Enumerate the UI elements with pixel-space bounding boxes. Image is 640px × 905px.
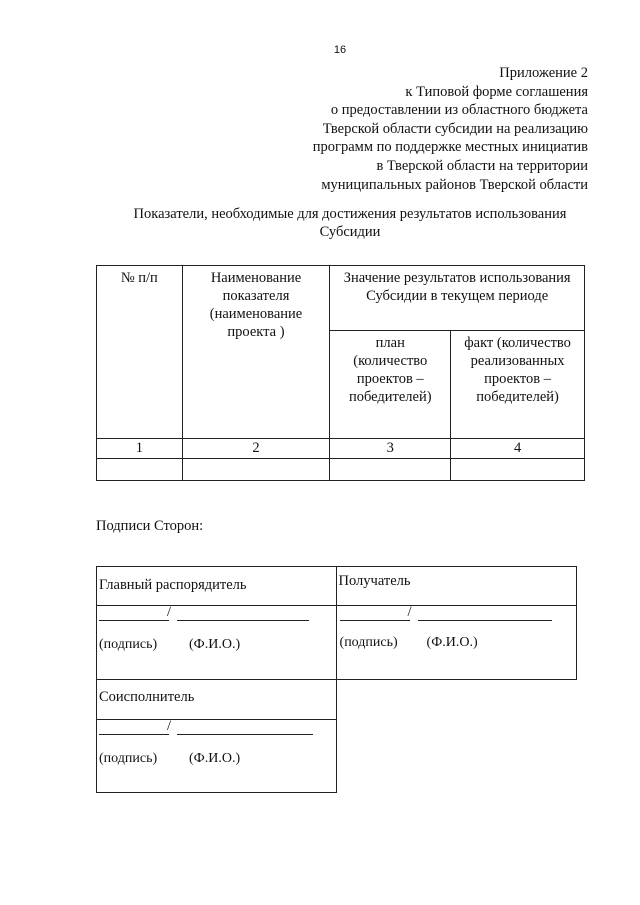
header-text: проектов – <box>356 371 424 387</box>
sign-block <box>337 606 576 679</box>
page-number: 16 <box>333 44 347 56</box>
appendix-line: в Тверской области на территории <box>376 157 588 174</box>
signature-line[interactable] <box>99 620 169 621</box>
indicators-table <box>96 265 585 481</box>
header-cell-number <box>97 266 183 439</box>
header-text: (количество <box>353 353 428 369</box>
appendix-line: Приложение 2 <box>499 65 588 81</box>
slash: / <box>167 604 172 620</box>
header-text: факт (количество <box>464 335 571 351</box>
header-text: проектов – <box>484 371 551 387</box>
slash: / <box>167 718 172 734</box>
fio-line[interactable] <box>177 734 313 735</box>
signatures-label: Подписи Сторон: <box>96 518 204 534</box>
header-cell-plan <box>330 331 451 439</box>
signature-caption: (подпись) <box>339 635 398 650</box>
co-executor-cell <box>97 680 337 720</box>
party-main-manager: Главный распорядитель <box>99 577 247 593</box>
signature-caption: (подпись) <box>99 751 158 766</box>
slash: / <box>407 604 412 620</box>
signatures-table <box>96 566 577 793</box>
recipient-sign-cell <box>336 606 576 680</box>
fio-caption: (Ф.И.О.) <box>189 751 241 766</box>
header-cell-fact <box>451 331 585 439</box>
appendix-line: программ по поддержке местных инициатив <box>312 139 588 156</box>
signature-line[interactable] <box>99 734 169 735</box>
table-row <box>97 459 585 481</box>
header-text: Значение результатов использования <box>343 270 571 286</box>
appendix-line: о предоставлении из областного бюджета <box>330 102 588 119</box>
fio-caption: (Ф.И.О.) <box>189 637 241 652</box>
fio-line[interactable] <box>177 620 309 621</box>
sign-block <box>97 606 336 679</box>
signature-caption: (подпись) <box>99 637 158 652</box>
header-text: Наименование <box>210 270 302 286</box>
sign-block <box>97 720 336 792</box>
empty-cell <box>336 680 576 720</box>
column-number-cell: 1 <box>97 439 183 459</box>
empty-cell <box>182 459 330 481</box>
signature-line[interactable] <box>340 620 410 621</box>
page-title <box>40 205 640 241</box>
appendix-header <box>188 64 588 194</box>
fio-line[interactable] <box>418 620 552 621</box>
header-cell-result-value <box>330 266 585 331</box>
header-text: Субсидии в текущем периоде <box>366 288 549 304</box>
empty-cell <box>336 720 576 793</box>
column-number-cell: 2 <box>182 439 330 459</box>
main-manager-sign-cell <box>97 606 337 680</box>
header-text: показателя <box>222 288 290 304</box>
title-line: Субсидии <box>319 224 381 240</box>
main-manager-cell <box>97 567 337 606</box>
recipient-cell <box>336 567 576 606</box>
appendix-line: муниципальных районов Тверской области <box>321 176 588 193</box>
header-text: (наименование <box>209 306 303 322</box>
header-text: № п/п <box>120 270 158 286</box>
co-executor-sign-cell <box>97 720 337 793</box>
party-recipient: Получатель <box>338 573 411 589</box>
appendix-line: Тверской области субсидии на реализацию <box>322 120 588 137</box>
title-line: Показатели, необходимые для достижения результатов использования <box>133 206 567 222</box>
empty-cell <box>330 459 451 481</box>
appendix-line: к Типовой форме соглашения <box>405 83 588 100</box>
header-text: реализованных <box>470 353 565 369</box>
fio-caption: (Ф.И.О.) <box>426 635 478 650</box>
header-text: план <box>375 335 405 351</box>
header-text: победителей) <box>476 389 559 405</box>
empty-cell <box>97 459 183 481</box>
party-co-executor: Соисполнитель <box>99 689 195 705</box>
empty-cell <box>451 459 585 481</box>
header-cell-indicator-name <box>182 266 330 439</box>
column-number-cell: 4 <box>451 439 585 459</box>
header-text: проекта ) <box>227 324 285 340</box>
column-number-cell: 3 <box>330 439 451 459</box>
header-text: победителей) <box>348 389 432 405</box>
